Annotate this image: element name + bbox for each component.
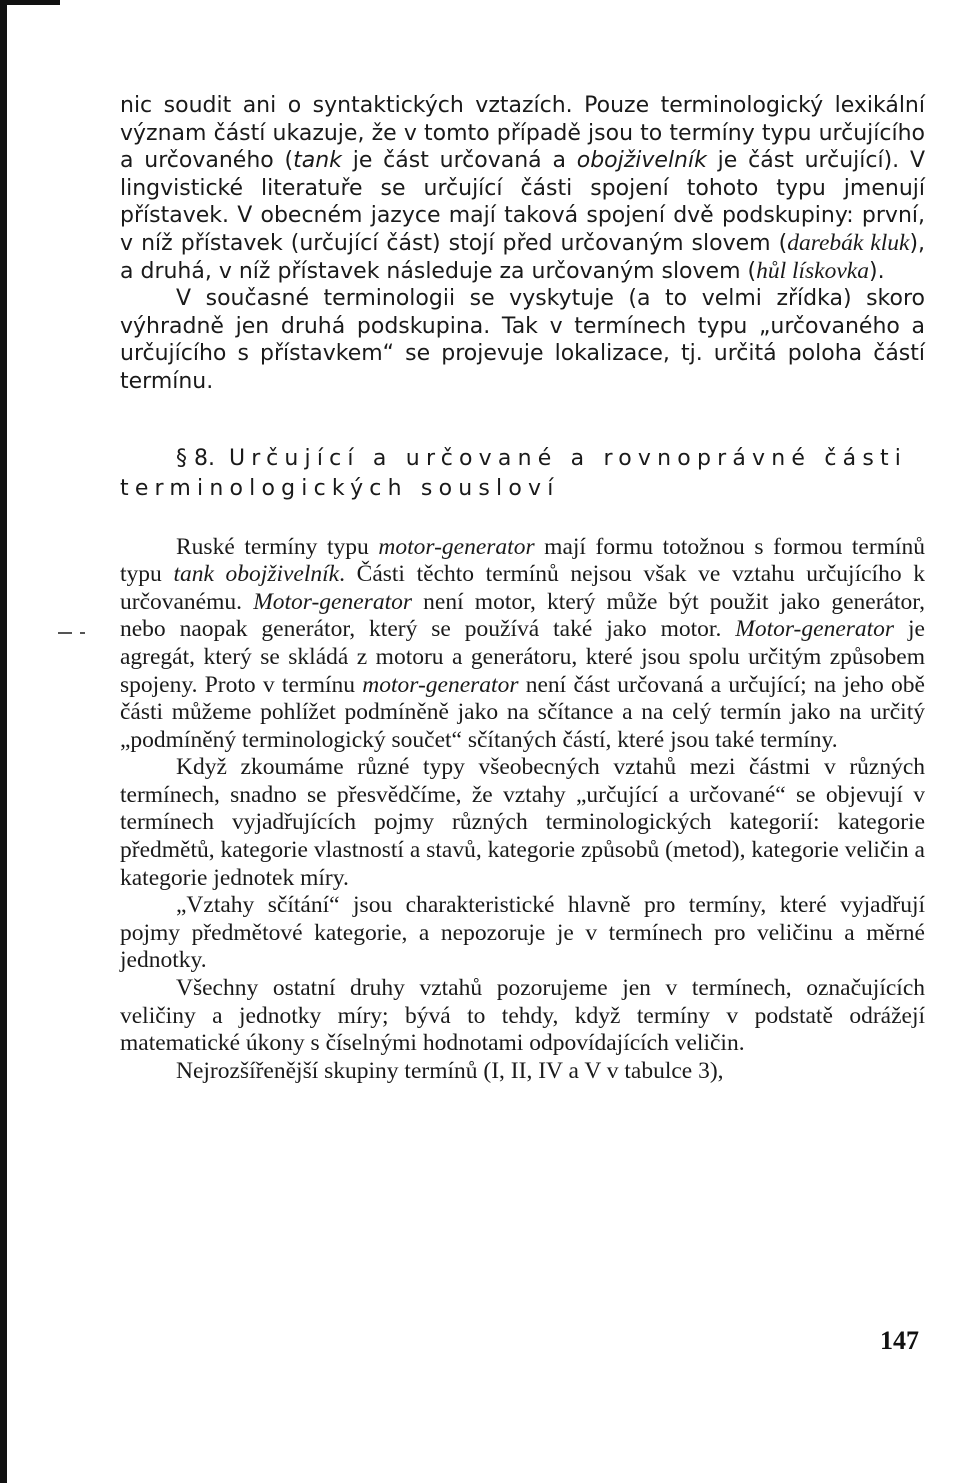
paragraph-other-relations: Všechny ostatní druhy vztahů pozorujeme jen v termínech, označujících veličiny a jednotky míry; bývá to tehdy, když termíny v podstatě odrážejí matematické úkony s číselnými hodnotami odpovídajících veličin.	[120, 975, 925, 1057]
scan-margin-mark	[58, 632, 72, 634]
text-run: je agregát, který se skládá z motoru a generátoru, které jsou spolu určitým způsobem spojeny. Proto v termínu	[120, 616, 925, 698]
section-heading	[120, 444, 925, 504]
text-run: není motor, který může být použit jako generátor, nebo naopak generátor, který se používá také jako motor.	[120, 588, 925, 643]
italic-example: darebák kluk	[787, 229, 910, 256]
serif-text-block	[120, 534, 925, 1086]
scan-top-edge	[0, 0, 60, 5]
italic-term: motor-generator	[378, 533, 535, 560]
text-run: ), a druhá, v níž přístavek následuje za určovaným slovem (	[120, 230, 926, 284]
italic-term: tank obojživelník	[173, 561, 340, 588]
text-run: Ruské termíny typu	[176, 533, 379, 560]
paragraph-syntactic-relations	[120, 92, 925, 285]
section-number: 8.	[194, 445, 215, 471]
text-run: mají formu totožnou s formou termínů typu	[120, 533, 926, 588]
text-run: není část určovaná a určující; na jeho obě části můžeme pohlížet podmíněně jako na sčítance a na celý termín jako na určitý „podmíněný terminologický součet“ sčítaných částí, které jsou také termíny.	[120, 671, 925, 753]
italic-term: obojživelník	[576, 148, 707, 174]
scan-margin-edge	[0, 0, 7, 1483]
paragraph-current-terminology: V současné terminologii se vyskytuje (a to velmi zřídka) skoro výhradně jen druhá podskupina. Tak v termínech typu „určovaného a určujícího s přístavkem“ se projevuje lokalizace, tj. určitá poloha částí termínu.	[120, 286, 925, 394]
paragraph-motor-generator	[120, 534, 925, 755]
book-page	[120, 92, 925, 1085]
italic-example: hůl lískovka	[756, 257, 869, 284]
text-run: je část určující). V lingvistické literatuře se určující části spojení tohoto typu jmenují přístavek. V obecném jazyce mají taková spojení dvě podskupiny: první, v níž přístavek (určující část) stojí před určovaným slovem (	[120, 148, 925, 256]
paragraph-widest-groups: Nejrozšířenější skupiny termínů (I, II, IV a V v tabulce 3),	[176, 1057, 724, 1084]
text-run: ).	[868, 258, 885, 284]
italic-term: motor-generator	[362, 671, 519, 698]
italic-term: Motor-generator	[253, 588, 412, 615]
paragraph-summation-relations: „Vztahy sčítání“ jsou charakteristické hlavně pro termíny, které vyjadřují pojmy předmětové kategorie, a nepozoruje je v termínech pro veličinu a měrné jednotky.	[120, 892, 925, 974]
italic-term: tank	[293, 148, 342, 174]
scan-margin-mark	[80, 632, 85, 634]
page-number: 147	[880, 1326, 919, 1355]
text-run: je část určovaná a	[341, 148, 577, 174]
italic-term: Motor-generator	[735, 616, 895, 643]
paragraph-relation-types: Když zkoumáme různé typy všeobecných vztahů mezi částmi v různých termínech, snadno se přesvědčíme, že vztahy „určující a určované“ se objevují v termínech vyjadřujících pojmy různých terminologických kategorií: kategorie předmětů, kategorie vlastností a stavů, kategorie způsobů (metod), kategorie veličin a kategorie jednotek míry.	[120, 754, 925, 891]
section-title: Určující a určované a rovnoprávné části terminologických sousloví	[120, 445, 908, 501]
section-sign: §	[176, 445, 187, 471]
text-run: nic soudit ani o syntaktických vztazích. Pouze terminologický lexikální význam částí ukazuje, že v tomto případě jsou to termíny typu určujícího a určovaného (	[120, 93, 925, 174]
text-run: . Části těchto termínů nejsou však ve vztahu určujícího k určovanému.	[120, 561, 925, 615]
